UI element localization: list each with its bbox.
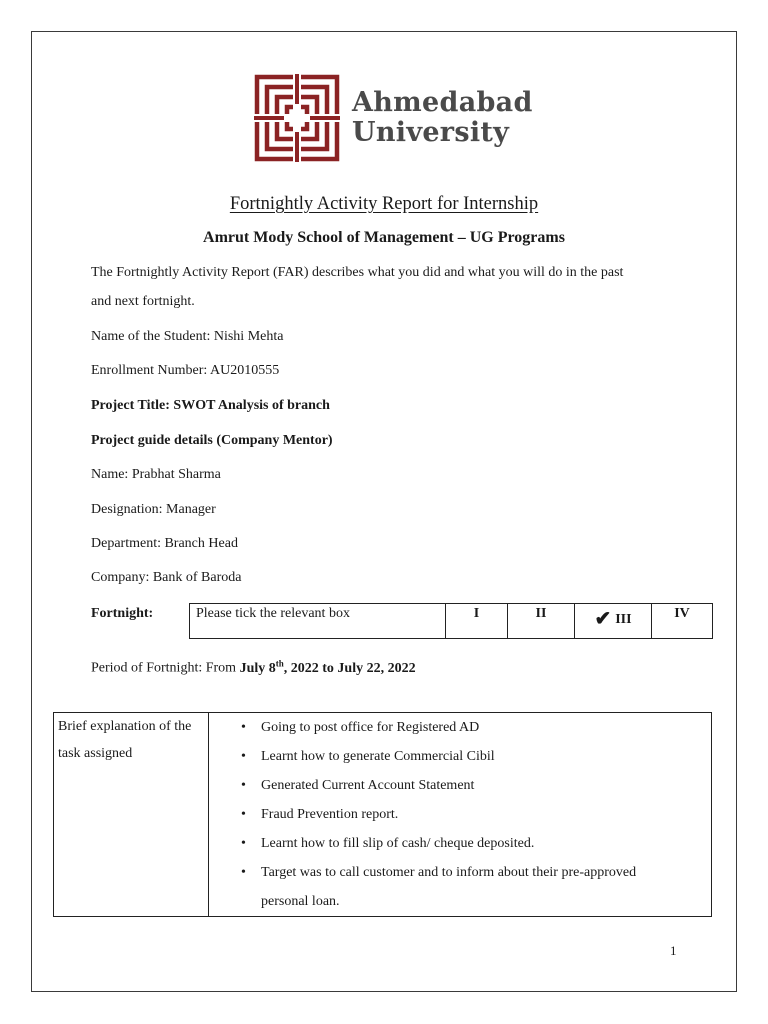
task-item: • Going to post office for Registered AD: [261, 713, 711, 742]
fortnight-option-1[interactable]: I: [446, 604, 508, 639]
project-title: Project Title: SWOT Analysis of branch: [91, 398, 330, 413]
fortnight-option-4[interactable]: IV: [652, 604, 713, 639]
page-number: 1: [670, 943, 677, 958]
checkmark-icon: ✔: [594, 608, 612, 630]
guide-name: Name: Prabhat Sharma: [91, 467, 221, 482]
fortnight-period: [91, 658, 416, 677]
intro-text: The Fortnightly Activity Report (FAR) describes what you did and what you will do in the past: [91, 265, 624, 280]
enrollment-number: Enrollment Number: AU2010555: [91, 363, 280, 378]
period-rest: , 2022 to July 22, 2022: [283, 660, 416, 676]
task-item: • Learnt how to fill slip of cash/ cheque deposited.: [261, 829, 711, 858]
fortnight-option-3-label: III: [615, 612, 632, 627]
period-start-suffix: th: [275, 658, 284, 668]
task-table: [53, 712, 712, 917]
university-name: [352, 88, 533, 148]
task-item: • Target was to call customer and to inform about their pre-approved personal loan.: [261, 858, 711, 916]
university-logo-mark-icon: [254, 74, 340, 162]
university-logo: [254, 74, 554, 166]
student-name: Name of the Student: Nishi Mehta: [91, 329, 284, 344]
task-item: • Fraud Prevention report.: [261, 800, 711, 829]
intro-text-continued: and next fortnight.: [91, 294, 195, 309]
university-name-line1: Ahmedabad: [352, 87, 533, 118]
period-prefix: Period of Fortnight: From: [91, 660, 240, 676]
fortnight-option-2[interactable]: II: [508, 604, 575, 639]
fortnight-option-3-selected[interactable]: [575, 604, 652, 639]
task-item: • Learnt how to generate Commercial Cibil: [261, 742, 711, 771]
university-name-line2: University: [352, 117, 510, 148]
guide-company: Company: Bank of Baroda: [91, 570, 242, 585]
guide-department: Department: Branch Head: [91, 536, 238, 551]
task-item: • Generated Current Account Statement: [261, 771, 711, 800]
fortnight-label: Fortnight:: [91, 606, 154, 621]
period-start: July 8th, 2022 to July 22, 2022: [239, 658, 416, 676]
fortnight-instruction: Please tick the relevant box: [190, 604, 446, 639]
task-list-cell: [209, 713, 712, 917]
school-subtitle: Amrut Mody School of Management – UG Programs: [203, 229, 565, 246]
guide-designation: Designation: Manager: [91, 502, 216, 517]
guide-heading: Project guide details (Company Mentor): [91, 433, 333, 448]
task-list: [209, 713, 711, 916]
fortnight-table: [189, 603, 713, 639]
task-label: Brief explanation of the task assigned: [54, 713, 209, 917]
report-title: Fortnightly Activity Report for Internship: [229, 194, 539, 214]
